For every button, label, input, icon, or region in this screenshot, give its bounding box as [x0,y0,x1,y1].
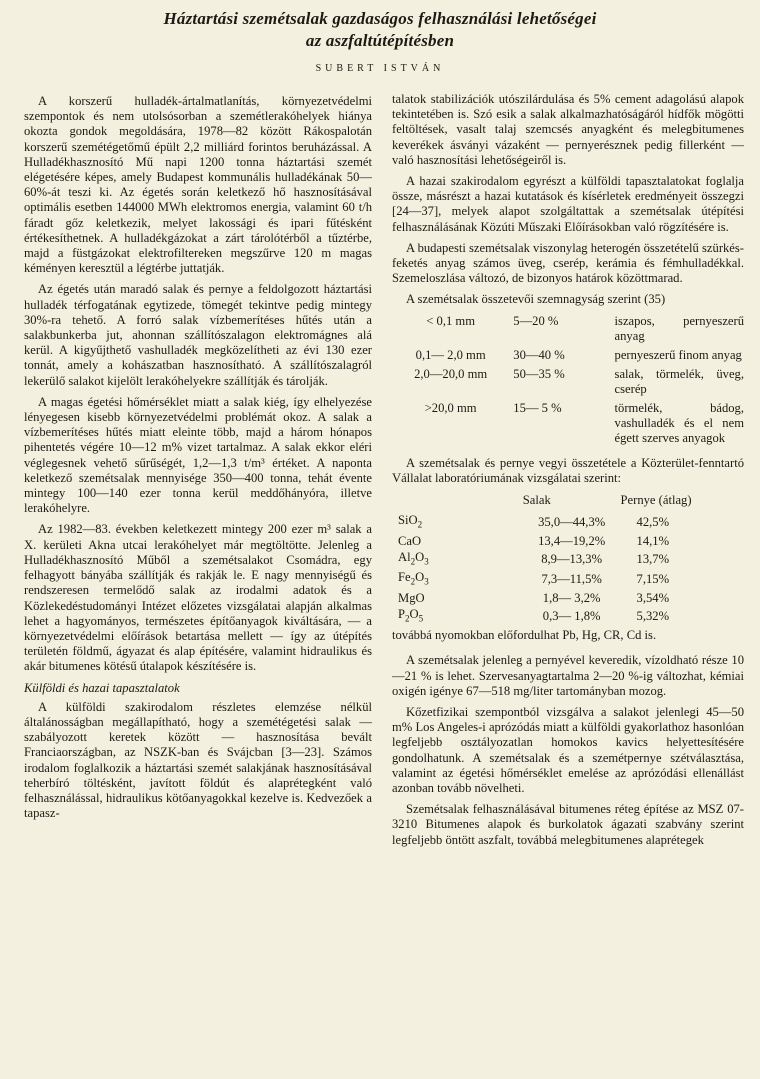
chem-formula [398,512,523,533]
left-paragraph-3: A magas égetési hőmérséklet miatt a salak kiég, így elhelyezése lényegesen kisebb környezetvédelmi problémát okoz. A salak a vízbemerítéses hűtés miatt eleinte több, majd a három hónapos pihentetés végére 10—12 m% vizet tartalmaz. A salak ekkor eléri véglegesnek vehető sűrűségét, 1,2—1,3 t/m³ értéket. A naponta keletkező szemétsalak mennyisége 350—400 tonna, tehát évente mintegy 100—140 ezer tonna kerül meddőhányóra, illetve lerakóhelyre. [24,394,372,516]
chem-pernye-value: 42,5% [636,515,670,530]
size-range: 2,0—20,0 mm [414,366,488,381]
size-table [392,314,744,450]
size-description: törmelék, bádog, vashulladék és el nem égett szerves anyagok [614,400,744,445]
chem-note: továbbá nyomokban előfordulhat Pb, Hg, CR, Cd is. [392,628,657,643]
chem-row [398,549,744,570]
chem-header-pernye: Pernye (átlag) [620,493,692,508]
formula-subscript: 3 [424,576,429,587]
size-range: < 0,1 mm [426,313,475,328]
size-description: pernyeszerű finom anyag [614,347,742,362]
chem-salak-value: 13,4—19,2% [538,533,606,548]
chem-salak-value: 35,0—44,3% [538,515,606,530]
size-table-title: A szemétsalak összetevői szemnagyság szerint (35) [406,292,666,307]
chem-formula [398,606,523,627]
formula-element: CaO [398,533,422,548]
chem-formula [398,569,523,590]
formula-element: O [415,549,425,564]
chem-row [398,606,744,627]
chem-salak-value: 7,3—11,5% [541,572,602,587]
author: SUBERT ISTVÁN [315,63,445,74]
left-paragraph-1: A korszerű hulladék-ártalmatlanítás, környezetvédelmi szempontok és nem utolsósorban a szemétlerakóhelyek hiánya okozta gondok megoldására, 1978—82 között Rákospalotán korszerű szemétégetőmű épült 2,2 milliárd forintos beruházással. A Hulladékhasznosító Mű napi 1200 tonna háztartási szemét elégetésére képes, amely Budapest kommunális hulladékának 50—60%-át teszi ki. Az égetés során keletkező hő hasznosításával optimális esetben 144000 MWh elektromos energia, valamint 60 t/h fáradt gőz keletkezik, melyet lakossági és ipari fűtésként értékesíthetnek. A hulladékgázokat a zárt tárolótérből a tűztérbe, majd a füstgázokat elektrofiltereken megszűrve 120 m magas kéményen keresztül a légtérbe juttatják. [24,94,372,276]
size-description: iszapos, pernyeszerű anyag [614,313,744,343]
chem-pernye-value: 3,54% [636,590,670,605]
chem-row [398,590,744,606]
right-paragraph-5: A szemétsalak jelenleg a pernyével keveredik, vízoldható része 10—21 % is lehet. Szervesanyagtartalma 2—20 %-ig változhat, kémiai oxigén igénye 67—518 mg/liter tartományban mozog. [392,653,744,698]
chem-row [398,533,744,549]
chem-salak-value: 8,9—13,3% [541,551,603,566]
size-row [392,401,744,450]
size-percent: 15— 5 % [513,400,562,415]
chem-table [398,492,744,626]
formula-subscript: 5 [418,613,424,624]
chem-pernye-value: 14,1% [636,533,670,548]
chem-formula [398,549,523,570]
size-description: salak, törmelék, üveg, cserép [614,366,744,396]
chem-salak-value: 1,8— 3,2% [542,590,601,605]
size-range: 0,1— 2,0 mm [415,347,486,362]
formula-element: Al [398,549,411,564]
title-line-2: az aszfaltútépítésben [305,31,455,50]
size-range: >20,0 mm [424,400,477,415]
size-percent: 5—20 % [513,313,559,328]
formula-subscript: 2 [410,556,416,567]
right-paragraph-7: Szemétsalak felhasználásával bitumenes réteg építése az MSZ 07-3210 Bitumenes alapok és burkolatok ágazati szabvány szerint legfeljebb öntött aszfalt, továbbá melegbitumenes alaprétegek [392,802,744,847]
chem-row [398,569,744,590]
size-percent: 30—40 % [513,347,565,362]
section-heading: Külföldi és hazai tapasztalatok [24,680,180,695]
left-paragraph-2: Az égetés után maradó salak és pernye a feldolgozott háztartási hulladék térfogatának egytizede, tömegét tekintve pedig mintegy 30%-ra tehető. A forró salak vízbemerítéses hűtés után a salakbunkerba jut, ahonnan szállítószalagon elektromágnes alá kerül. A kigyűjthető vashulladék megközelítheti az évi 130 ezer tonnát, amely a kohászatban hasznosítható. A szállítószalagról lekerülő salakot kijelölt lerakóhelyekre szállítják és tárolják. [24,282,372,388]
right-paragraph-4: A szemétsalak és pernye vegyi összetétele a Közterület-fenntartó Vállalat laboratóriumának vizsgálatai szerint: [392,455,744,485]
chem-row [398,512,744,533]
formula-element: Fe [398,570,411,585]
chem-formula [398,533,523,549]
left-column [24,94,372,827]
size-percent: 50—35 % [513,366,565,381]
right-paragraph-3: A budapesti szemétsalak viszonylag heterogén összetételű szürkés-feketés anyag számos üveg, cserép, kerámia és fémhulladékkal. Szemeloszlása változó, de bizonyos határok közöttmarad. [392,240,744,286]
chem-header-salak: Salak [522,493,551,508]
formula-subscript: 2 [405,613,410,624]
size-row [392,314,744,348]
chem-pernye-value: 13,7% [636,551,670,566]
chem-formula [398,590,523,606]
formula-subscript: 2 [417,519,423,530]
chem-pernye-value: 5,32% [636,608,670,623]
formula-element: SiO [398,513,418,528]
article-title [0,8,760,52]
left-paragraph-5: A külföldi szakirodalom részletes elemzése nélkül általánosságban megállapítható, hogy a szemétégetési salak — szabályozott keretek között — hasznosítása bevált Franciaországban, az NSZK-ban és Svájcban [3—23]. Számos irodalom foglalkozik a háztartási szemét salakjának hasznosításával teherbíró töltésként, javított földút és alaprétegként való felhasználással, hidraulikus kötőanyagokkal kezelve is. Kedvezőek a tapasz- [24,699,372,821]
right-column [392,92,744,854]
formula-element: O [415,570,425,585]
size-row [392,348,744,367]
formula-element: MgO [398,590,425,605]
chem-pernye-value: 7,15% [636,572,670,587]
formula-element: O [409,606,419,621]
formula-subscript: 2 [410,576,416,587]
right-paragraph-1: talatok stabilizációk utószilárdulása és 5% cement adagolású alapok tekintetében is. Szó esik a salak alkalmazhatóságáról hídfők mögötti feltöltések, vasalt talaj szemcsés anyagként és melegbitumenes keverékek ásványi vázaként — pernyerésznek pedig fillerként — való hasznosítási lehetőségeiről is. [392,92,744,167]
title-line-1: Háztartási szemétsalak gazdaságos felhasználási lehetőségei [163,9,597,28]
right-paragraph-2: A hazai szakirodalom egyrészt a külföldi tapasztalatokat foglalja össze, másrészt a hazai kutatások és kísérletek eredményeit összegzi [24—37], melyek alapot szolgáltattak a szemétsalak útépítési felhasználásának Közúti Műszaki Előírásokban való rögzítésére is. [392,174,744,234]
size-row [392,367,744,401]
formula-element: P [398,606,406,621]
formula-subscript: 3 [424,556,429,567]
right-paragraph-6: Kőzetfizikai szempontból vizsgálva a salakot jelenlegi 45—50 m% Los Angeles-i aprózódás miatt a külföldi gyakorlathoz hasonlóan legfeljebb osztályozatlan homokos kavics helyettesítésére gondolhatunk. A szemétsalak és a szemétpernye szétválasztása, valamint az égetési hőmérséklet emelése az aprózódási ellenállást azonban tovább növelheti. [392,704,744,795]
left-paragraph-4: Az 1982—83. években keletkezett mintegy 200 ezer m³ salak a X. kerületi Akna utcai lerakóhelyet már megtöltötte. Jelenleg a Hulladékhasznosító Műből a szemétsalakot Csomádra, egy felhagyott bányába szállítják és rakják le. E nagy mennyiségű és rendszeresen termelődő salak az irodalmi adatok és a Közlekedéstudományi Intézet előzetes vizsgálatai alapján alkalmas lehet a hagyományos, természetes építőanyagok kiváltására, — a környezetvédelmi előírások betartása mellett — így az útépítés területén földmű, ágyazat és alap építésére, valamint hidraulikus és akár bitumenes kötésű útalapok készítésére is. [24,522,372,674]
chem-salak-value: 0,3— 1,8% [542,608,601,623]
